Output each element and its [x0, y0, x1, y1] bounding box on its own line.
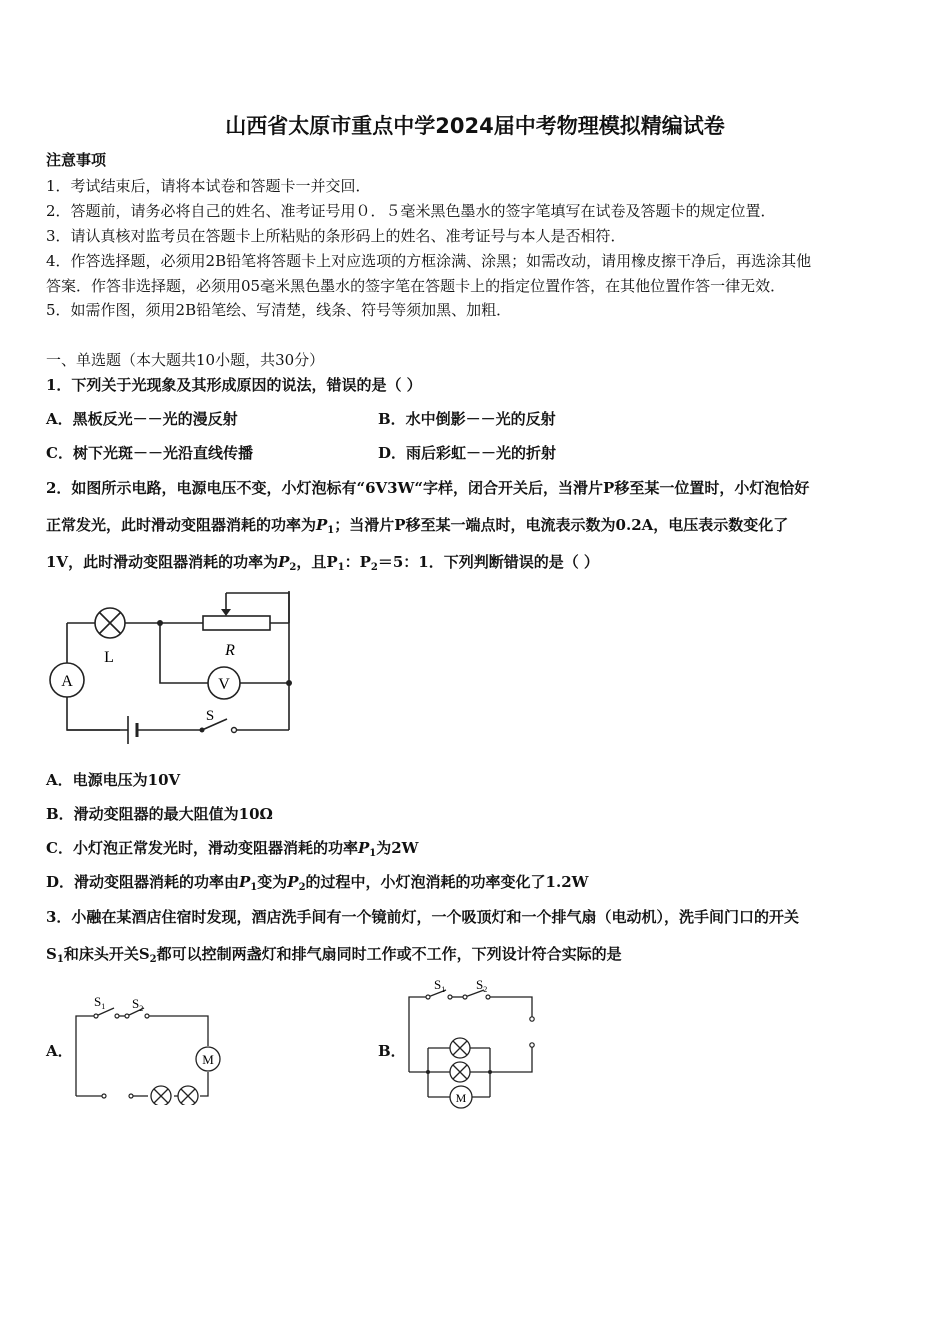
switch-contact [232, 728, 237, 733]
q1-option-d: D．雨后彩虹－－光的折射 [378, 444, 557, 462]
q3-option-b-label: B． [378, 1042, 406, 1060]
notice-item: 2．答题前，请务必将自己的姓名、准考证号用０．５毫米黑色墨水的签字笔填写在试卷及答题卡的规定位置． [46, 202, 776, 220]
q3-stem-line: $S_1$和床头开关$S_2$都可以控制两盏灯和排气扇同时工作或不工作，下列设计符合实际的是 [46, 945, 622, 965]
switch-contact [145, 1014, 149, 1018]
q2-stem-line: 2．如图所示电路，电源电压不变，小灯泡标有“6V3W“字样，闭合开关后，当滑片P移至某一位置时，小灯泡恰好 [46, 479, 810, 497]
notice-item: 1．考试结束后，请将本试卷和答题卡一并交回． [46, 177, 371, 195]
q3-option-a-label: A． [46, 1042, 73, 1060]
q2-stem-line: 1V，此时滑动变阻器消耗的功率为$P_2$，且$P_1$：$P_2=5$：1．下列判断错误的是（ ） [46, 553, 599, 573]
switch-s1-label: $S_1$ [94, 994, 106, 1011]
q2-option-b: B．滑动变阻器的最大阻值为10Ω [46, 805, 273, 823]
switch-label: S [205, 708, 215, 724]
q1-option-b: B．水中倒影－－光的反射 [378, 410, 556, 428]
switch-s2-label: $S_2$ [476, 977, 488, 994]
ammeter-label: A [61, 673, 73, 690]
open-terminal [530, 1017, 534, 1021]
motor-label: M [455, 1091, 467, 1105]
switch-contact [426, 995, 430, 999]
lamp-icon [178, 1086, 198, 1105]
junction-dot [286, 680, 292, 686]
slider-arrow-icon [221, 609, 231, 616]
switch-contact [115, 1014, 119, 1018]
switch-contact [448, 995, 452, 999]
switch-contact [94, 1014, 98, 1018]
switch-contact [486, 995, 490, 999]
junction-dot [157, 620, 163, 626]
switch-pivot [200, 728, 205, 733]
open-terminal [129, 1094, 133, 1098]
q2-stem-line: 正常发光，此时滑动变阻器消耗的功率为$P_1$；当滑片P移至某一端点时，电流表示数为0.2A，电压表示数变化了 [46, 516, 789, 536]
lamp-icon [95, 608, 125, 638]
q3-circuit-a [70, 990, 230, 1105]
open-terminal [530, 1043, 534, 1047]
switch-contact [463, 995, 467, 999]
lamp-icon [450, 1062, 470, 1082]
switch-s1-label: $S_1$ [434, 977, 446, 994]
page-title: 山西省太原市重点中学2024届中考物理模拟精编试卷 [225, 114, 725, 138]
voltmeter-label: V [218, 676, 230, 693]
q2-circuit-diagram [40, 583, 310, 753]
switch-contact [125, 1014, 129, 1018]
q2-option-a: A．电源电压为10V [46, 771, 181, 789]
motor-label: M [202, 1052, 214, 1067]
notice-item: 3．请认真核对监考员在答题卡上所粘贴的条形码上的姓名、准考证号与本人是否相符． [46, 227, 626, 245]
q1-option-a: A．黑板反光－－光的漫反射 [46, 410, 238, 428]
q1-stem: 1．下列关于光现象及其形成原因的说法，错误的是（ ） [46, 376, 422, 394]
q3-stem-line: 3．小融在某酒店住宿时发现，酒店洗手间有一个镜前灯，一个吸顶灯和一个排气扇（电动机），洗手间门口的开关 [46, 908, 799, 926]
notice-item: 答案．作答非选择题，必须用05毫米黑色墨水的签字笔在答题卡上的指定位置作答，在其他位置作答一律无效． [46, 277, 786, 295]
lamp-icon [151, 1086, 171, 1105]
notice-heading: 注意事项 [46, 151, 107, 169]
open-terminal [102, 1094, 106, 1098]
q2-option-d: D．滑动变阻器消耗的功率由$P_1$变为$P_2$的过程中，小灯泡消耗的功率变化了1.2W [46, 873, 589, 893]
resistor-label: R [225, 642, 235, 659]
switch-s2-label: $S_2$ [132, 996, 144, 1013]
lamp-label: L [104, 649, 114, 666]
lamp-icon [450, 1038, 470, 1058]
q3-circuit-b [400, 975, 550, 1115]
notice-item: 5．如需作图，须用2B铅笔绘、写清楚，线条、符号等须加黑、加粗． [46, 301, 512, 319]
q1-option-c: C．树下光斑－－光沿直线传播 [46, 444, 253, 462]
notice-item: 4．作答选择题，必须用2B铅笔将答题卡上对应选项的方框涂满、涂黑；如需改动，请用橡皮擦干净后，再选涂其他 [46, 252, 812, 270]
q2-option-c: C．小灯泡正常发光时，滑动变阻器消耗的功率$P_1$为2W [46, 839, 419, 859]
junction-dot [426, 1070, 430, 1074]
junction-dot [488, 1070, 492, 1074]
section-heading: 一、单选题（本大题共10小题，共30分） [46, 351, 325, 369]
